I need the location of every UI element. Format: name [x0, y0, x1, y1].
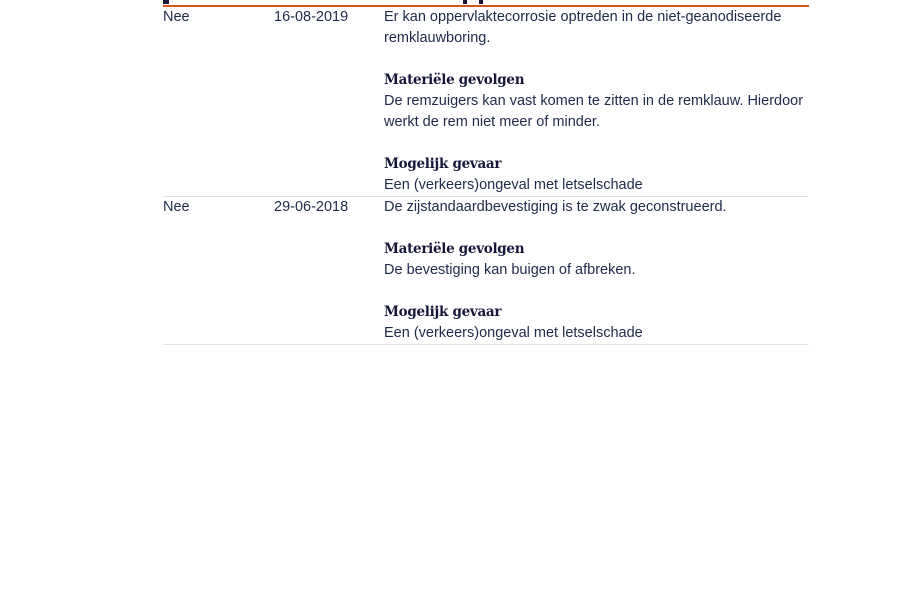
defect-description: Er kan oppervlaktecorrosie optreden in de niet-geanodiseerde remklauwboring.: [384, 9, 782, 46]
row-date-cell: 16-08-2019: [274, 9, 349, 25]
consequences-heading: Materiële gevolgen: [384, 72, 525, 88]
row-date-cell: 29-06-2018: [274, 199, 349, 215]
table-row: [163, 197, 809, 345]
danger-heading: Mogelijk gevaar: [384, 156, 502, 172]
table-row: [163, 7, 809, 197]
danger-text: Een (verkeers)ongeval met letselschade: [384, 177, 643, 193]
row-description-cell: [384, 197, 809, 344]
danger-heading: Mogelijk gevaar: [384, 304, 502, 320]
row-status-cell: Nee: [163, 9, 190, 25]
row-status-cell: Nee: [163, 199, 190, 215]
defect-description: De zijstandaardbevestiging is te zwak geconstrueerd.: [384, 199, 727, 215]
danger-text: Een (verkeers)ongeval met letselschade: [384, 325, 643, 341]
recall-table: [163, 7, 809, 345]
table-header-cropped: [163, 0, 809, 4]
consequences-text: De bevestiging kan buigen of afbreken.: [384, 262, 636, 278]
consequences-heading: Materiële gevolgen: [384, 241, 525, 257]
consequences-text: De remzuigers kan vast komen te zitten in de remklauw. Hierdoor werkt de rem niet meer of minder.: [384, 93, 804, 130]
row-description-cell: [384, 7, 809, 196]
